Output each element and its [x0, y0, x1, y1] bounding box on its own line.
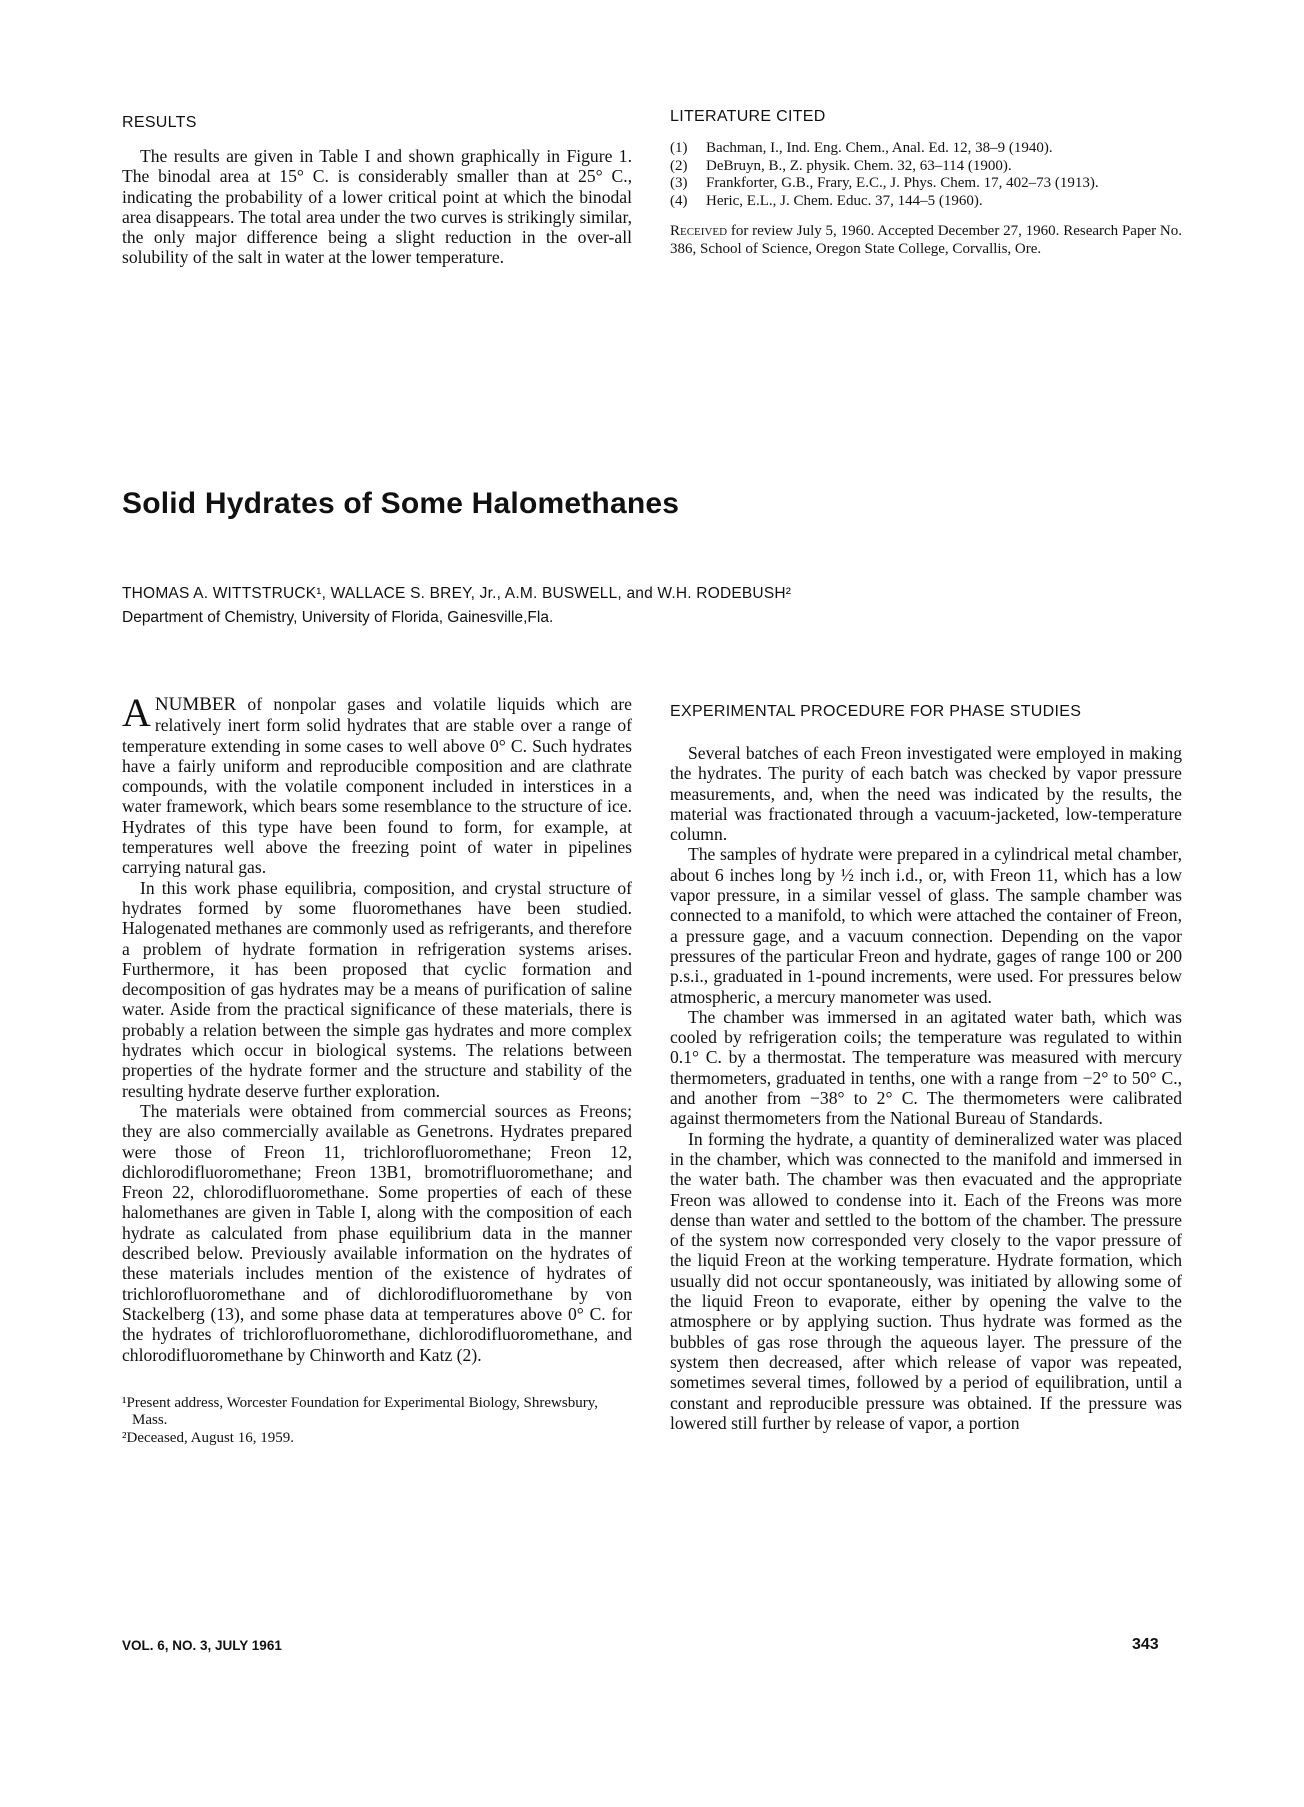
reference-text: Frankforter, G.B., Frary, E.C., J. Phys. Chem. 17, 402–73 (1913).: [706, 175, 1099, 191]
page-number: 343: [1132, 1636, 1159, 1653]
experimental-paragraph-2: The samples of hydrate were prepared in a cylindrical metal chamber, about 6 inches long by ½ inch i.d., or, with Freon 11, which has a low vapor pressure, in a similar vessel of glass. The sample chamber was connected to a manifold, to which were attached the container of Freon, a pressure gage, and a vacuum connection. Depending on the vapor pressures of the particular Freon and hydrate, gages of range 100 or 200 p.s.i., graduated in 1-pound increments, were used. For pressures below atmospheric, a mercury manometer was used.: [670, 844, 1182, 1007]
intro-paragraph-1-text: of nonpolar gases and volatile liquids which are relatively inert form solid hydrates that are stable over a range of temperature extending in some cases to well above 0° C. Such hydrates have a fairly uniform and reproducible composition and are clathrate compounds, with the volatile component included in interstices in a water framework, which bears some resemblance to the structure of ice. Hydrates of this type have been found to form, for example, at temperatures well above the freezing point of water in pipelines carrying natural gas.: [122, 694, 632, 878]
experimental-section: [670, 703, 1182, 1433]
received-lead: Received: [670, 223, 728, 239]
reference-number: (4): [670, 192, 688, 209]
received-note: [670, 222, 1182, 258]
reference-item: [670, 193, 1182, 211]
reference-item: [670, 140, 1182, 158]
footnote-2: ²Deceased, August 16, 1959.: [122, 1429, 294, 1446]
literature-section: [670, 108, 1182, 258]
experimental-paragraph-4: In forming the hydrate, a quantity of demineralized water was placed in the chamber, which was connected to the manifold and immersed in the water bath. The chamber was then evacuated and the appropriate Freon was allowed to condense into it. Each of the Freons was more dense than water and settled to the bottom of the chamber. The pressure of the system now corresponded very closely to the vapor pressure of the liquid Freon at the working temperature. Hydrate formation, which usually did not occur spontaneously, was initiated by allowing some of the liquid Freon to evaporate, either by opening the valve to the atmosphere or by applying suction. Thus hydrate was formed as the bubbles of gas rose through the aqueous layer. The pressure of the system then decreased, after which release of vapor was repeated, sometimes several times, followed by a period of equilibration, until a constant and reproducible pressure was obtained. If the pressure was lowered still further by release of vapor, a portion: [670, 1128, 1182, 1433]
footnotes: [122, 1395, 632, 1448]
reference-item: [670, 175, 1182, 193]
reference-text: Heric, E.L., J. Chem. Educ. 37, 144–5 (1960).: [706, 192, 983, 209]
journal-issue: VOL. 6, NO. 3, JULY 1961: [122, 1638, 282, 1653]
intro-paragraph-1: [122, 690, 632, 878]
article-affiliation: Department of Chemistry, University of Florida, Gainesville,Fla.: [122, 609, 554, 626]
intro-paragraph-2: In this work phase equilibria, composition, and crystal structure of hydrates formed by some fluoromethanes have been studied. Halogenated methanes are commonly used as refrigerants, and therefore a problem of hydrate formation in refrigeration systems arises. Furthermore, it has been proposed that cyclic formation and decomposition of gas hydrates may be a means of purification of saline water. Aside from the practical significance of these materials, there is probably a relation between the simple gas hydrates and more complex hydrates which occur in biological systems. The relations between properties of the hydrate former and the structure and stability of the resulting hydrate deserve further exploration.: [122, 877, 632, 1101]
reference-number: (2): [670, 157, 688, 174]
experimental-heading: EXPERIMENTAL PROCEDURE FOR PHASE STUDIES: [670, 703, 1082, 720]
drop-cap: A: [122, 690, 151, 735]
experimental-paragraph-3: The chamber was immersed in an agitated water bath, which was cooled by refrigeration coils; the temperature was regulated to within 0.1° C. by a thermostat. The temperature was measured with mercury thermometers, graduated in tenths, one with a range from −2° to 50° C., and another from −38° to 2° C. The thermometers were calibrated against thermometers from the National Bureau of Standards.: [670, 1006, 1182, 1129]
results-paragraph: The results are given in Table I and shown graphically in Figure 1. The binodal area at 15° C. is considerably smaller than at 25° C., indicating the probability of a lower critical point at which the binodal area disappears. The total area under the two curves is strikingly similar, the only major difference being a slight reduction in the over-all solubility of the salt in water at the lower temperature.: [122, 146, 632, 268]
results-heading: RESULTS: [122, 114, 197, 131]
reference-list: [670, 140, 1182, 210]
reference-text: DeBruyn, B., Z. physik. Chem. 32, 63–114 (1900).: [706, 157, 1012, 174]
article-authors: THOMAS A. WITTSTRUCK¹, WALLACE S. BREY, Jr., A.M. BUSWELL, and W.H. RODEBUSH²: [122, 585, 792, 602]
article-title: Solid Hydrates of Some Halomethanes: [122, 487, 680, 520]
reference-number: (1): [670, 140, 688, 156]
experimental-paragraph-1: Several batches of each Freon investigated were employed in making the hydrates. The purity of each batch was checked by vapor pressure measurements, and, when the need was indicated by the results, the material was fractionated through a vacuum-jacketed, low-temperature column.: [670, 743, 1182, 845]
footnote-1: ¹Present address, Worcester Foundation for Experimental Biology, Shrewsbury, Mass.: [122, 1394, 598, 1429]
reference-item: [670, 158, 1182, 176]
literature-heading: LITERATURE CITED: [670, 108, 826, 125]
reference-text: Bachman, I., Ind. Eng. Chem., Anal. Ed. 12, 38–9 (1940).: [706, 140, 1053, 156]
results-section: [122, 114, 632, 268]
received-text: for review July 5, 1960. Accepted December 27, 1960. Research Paper No. 386, School of Science, Oregon State College, Corvallis, Ore.: [670, 223, 1182, 257]
intro-section: [122, 690, 632, 1447]
lead-word: NUMBER: [154, 694, 237, 715]
reference-number: (3): [670, 175, 688, 191]
intro-paragraph-3: The materials were obtained from commercial sources as Freons; they are also commercially available as Genetrons. Hydrates prepared were those of Freon 11, trichlorofluoromethane; Freon 12, dichlorodifluoromethane; Freon 13B1, bromotrifluoromethane; and Freon 22, chlorodifluoromethane. Some properties of each of these halomethanes are given in Table I, along with the composition of each hydrate as calculated from phase equilibrium data in the manner described below. Previously available information on the hydrates of these materials includes mention of the existence of hydrates of trichlorofluoromethane and of dichlorodifluoromethane by von Stackelberg (13), and some phase data at temperatures above 0° C. for the hydrates of trichlorofluoromethane, dichlorodifluoromethane, and chlorodifluoromethane by Chinworth and Katz (2).: [122, 1100, 632, 1365]
